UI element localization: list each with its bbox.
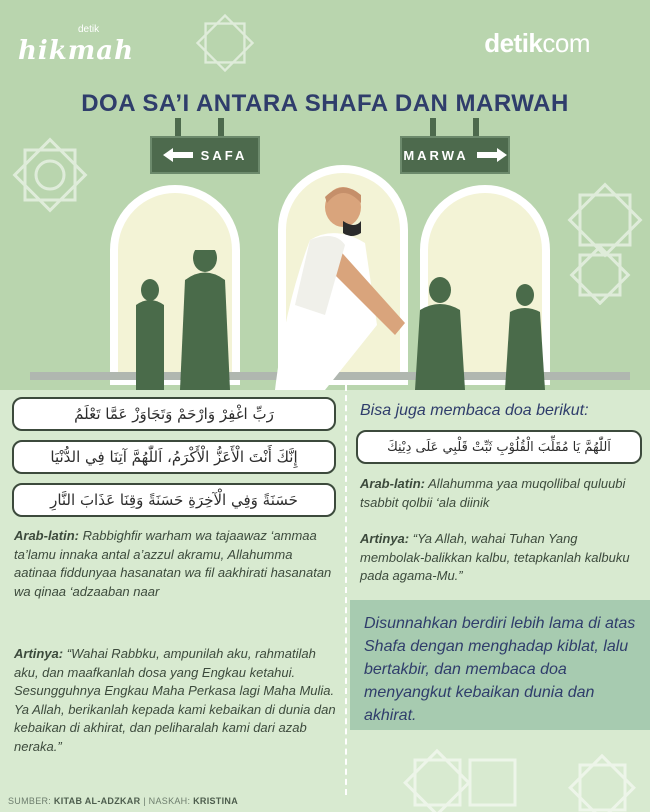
arabic-doa-line: إِنَّكَ أَنْتَ الْأَعَزُّ الْأَكْرَمُ، اَللّٰهُمَّ آتِنَا فِي الدُّنْيَا xyxy=(12,440,336,474)
artinya-text: “Wahai Rabbku, ampunilah aku, rahmatilah aku, dan maafkanlah dosa yang Engkau ketahui. Sesungguhnya Engkau Maha Perkasa lagi Maha Mulia. Ya Allah, berikanlah kepada kami kebaikan di dunia dan kebaikan di akhirat, dan peliharalah kami dari azab neraka.” xyxy=(14,646,336,754)
right-latin-block xyxy=(360,475,640,512)
safa-sign xyxy=(150,136,260,174)
sign-post xyxy=(430,118,436,138)
logo-big-text: hikmah xyxy=(18,36,135,66)
source-value: KITAB AL-ADZKAR xyxy=(53,796,141,806)
pilgrim-illustration xyxy=(265,185,415,390)
detik-text: detik xyxy=(484,28,543,58)
artinya-label: Artinya: xyxy=(14,646,64,661)
source-credit xyxy=(8,796,238,806)
latin-label: Arab-latin: xyxy=(360,476,425,491)
page-title: DOA SA’I ANTARA SHAFA DAN MARWAH xyxy=(81,90,569,117)
artinya-label: Artinya: xyxy=(360,531,410,546)
star-pattern-icon xyxy=(560,175,650,305)
marwa-sign-label: MARWA xyxy=(403,147,469,163)
marwa-sign xyxy=(400,136,510,174)
left-latin-block xyxy=(14,527,336,601)
column-divider xyxy=(345,385,347,795)
safa-sign-label: SAFA xyxy=(200,147,248,163)
arrow-left-icon xyxy=(163,148,193,162)
right-artinya-block xyxy=(360,530,640,586)
star-pattern-icon xyxy=(190,8,260,78)
sign-post xyxy=(218,118,224,138)
artinya-text: “Ya Allah, wahai Tuhan Yang membolak-balikkan kalbu, tetapkanlah kalbuku pada agama-Mu.” xyxy=(360,531,630,583)
logo-small-text: detik xyxy=(78,24,100,35)
sign-post xyxy=(473,118,479,138)
sign-post xyxy=(175,118,181,138)
latin-text: Rabbighfir warham wa tajaawaz ‘ammaa ta’lamu innaka antal a’azzul akramu, Allahumma aatinaa fiddunyaa hasanatan wa fil aakhirati hasanatan wa qinaa ‘adzaaban naar xyxy=(14,528,332,599)
writer-value: KRISTINA xyxy=(193,796,239,806)
star-pattern-icon xyxy=(395,740,525,812)
detikcom-logo[interactable] xyxy=(484,28,590,59)
pilgrims-silhouette-illustration xyxy=(405,260,555,390)
com-text: com xyxy=(542,28,590,58)
latin-text: Allahumma yaa muqollibal quluubi tsabbit qolbii ‘ala diinik xyxy=(360,476,626,510)
arabic-doa-line: رَبِّ اغْفِرْ وَارْحَمْ وَتَجَاوَزْ عَمَّا تَعْلَمُ xyxy=(12,397,336,431)
writer-label: NASKAH: xyxy=(148,796,191,806)
left-artinya-block xyxy=(14,645,336,756)
star-pattern-icon xyxy=(5,130,95,220)
detik-hikmah-logo[interactable] xyxy=(18,20,135,68)
source-separator: | xyxy=(143,796,146,806)
source-label: SUMBER: xyxy=(8,796,52,806)
arabic-doa-line: حَسَنَةً وَفِي الْآخِرَةِ حَسَنَةً وَقِنَا عَذَابَ النَّارِ xyxy=(12,483,336,517)
sunnah-highlight-box: Disunnahkan berdiri lebih lama di atas Shafa dengan menghadap kiblat, lalu bertakbir, dan membaca doa menyangkut kebaikan dunia dan akhirat. xyxy=(350,600,650,730)
arabic-doa-line: اَللّٰهُمَّ يَا مُقَلِّبَ الْقُلُوْبِ ثَبِّتْ قَلْبِي عَلَى دِيْنِكَ xyxy=(356,430,642,464)
arrow-right-icon xyxy=(477,148,507,162)
latin-label: Arab-latin: xyxy=(14,528,79,543)
alternative-doa-heading: Bisa juga membaca doa berikut: xyxy=(360,402,589,419)
star-pattern-icon xyxy=(560,745,650,812)
